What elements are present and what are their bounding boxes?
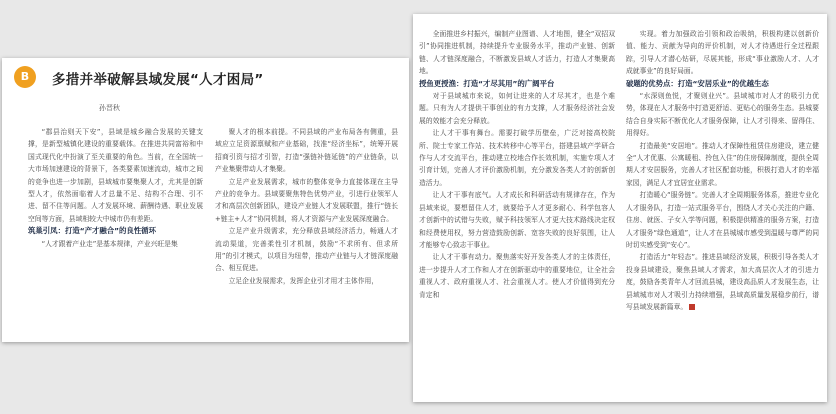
left-column-2 [215, 126, 398, 287]
author-name: 孙晋秋 [99, 104, 120, 112]
paragraph: 让人才干事有动力。聚焦落实好开发各类人才的主体责任，进一步提升人才工作和人才在创新驱动中的重要地位，让全社会重视人才、政府重视人才、社会重视人才。使人才价值得到充分肯定和 [419, 253, 615, 299]
section-badge: B [14, 66, 36, 88]
article-title: 多措并举破解县域发展“人才困局” [52, 72, 264, 88]
paragraph: 实现。着力加强政治引领和政治吸纳，积极构建以创新价值、能力、贡献为导向的评价机制，对人才待遇进行全过程跟踪，引导人才潜心钻研，尽展其能，形成“事业激励人才、人才成就事业”的良好局面。 [626, 30, 819, 76]
paragraph: “人才跟着产业走”是基本规律，产业兴旺是集 [41, 239, 178, 248]
section-heading: 筑巢引凤：打造“产才融合”的良性循环 [28, 226, 156, 236]
paragraph: 立足产业升级需求，充分释放县域经济活力，畅通人才流动渠道，完善柔性引才机制，鼓励“不求所有、但求所用”的引才模式，以项目为纽带，推动产业链与人才链深度融合、相互促进。 [215, 227, 398, 273]
article-end-mark [689, 304, 695, 310]
paragraph: 全面推进乡村振兴，编制产业图谱、人才地图，健全“双招双引”协同推进机制，持续提升专业服务水平，推动产业链、创新链、人才链深度融合，不断激发县域人才活力，打造人才集聚高地。 [419, 30, 615, 76]
right-column-2 [626, 28, 819, 313]
paragraph: 对于县域城市来说，如何让进来的人才尽其才，也是个难题。只有为人才提供干事创业的有力支撑，人才服务经济社会发展的效能才会充分释放。 [419, 92, 615, 125]
right-column-1 [419, 28, 615, 301]
section-heading: 授鱼更授渔：打造“才尽其用”的广阔平台 [419, 78, 555, 88]
left-page [2, 58, 409, 342]
paragraph: 让人才干事有舞台。需要打破学历壁垒，广泛对接高校院所、院士专家工作站、技术转移中心等平台，搭建县域产学研合作与人才交流平台，推动建立校地合作长效机制，实施专项人才引育计划，完善人才评价激励机制，充分激发各类人才的创新创造活力。 [419, 129, 615, 187]
paragraph: 立足产业发展需求，城市的整体竞争力直接体现在主导产业的竞争力。县域要聚焦特色优势产业，引进行业领军人才和高层次创新团队，建设产业链人才发展联盟，推行“链长+链主+人才”协同机制，将人才资源与产业发展深度融合。 [215, 177, 398, 223]
right-page [413, 14, 827, 402]
paragraph: “郡县治则天下安”，县域是城乡融合发展的关键支撑，是新型城镇化建设的重要载体。在推进共同富裕和中国式现代化中扮演了至关重要的角色。当前，在全国统一大市场加速建设的背景下，各类要素加速流动，城市之间的竞争也进一步加剧，县域城市要集聚人才，尤其是创新型人才，依然面临着人才总量不足、结构不合理、引不进、留不住等问题。人才发展环境、薪酬待遇、职业发展空间等方面，县域相较大中城市仍有差距。 [28, 128, 203, 223]
paragraph: 聚人才的根本前提。不同县域的产业布局各有侧重，县域应立足资源禀赋和产业基础，找准“经济坐标”，统筹开展招商引资与招才引智，打造“强链补链延链”的产业链条，以产业集聚带动人才集聚。 [215, 128, 398, 174]
paragraph: “水深则鱼悦，才聚则业兴”。县域城市对人才的吸引力优势，体现在人才服务中打造更舒适、更贴心的服务生态。县城要结合自身实际不断优化人才服务保障，让人才引得来、留得住、用得好。 [626, 92, 819, 138]
paragraph: 让人才干事有底气。人才成长和科研活动有规律存在，作为县域来说，要想留住人才，就要给予人才更多耐心、科学包容人才创新中的试错与失败，赋予科技领军人才更大技术路线决定权和经费使用权，努力营造鼓励创新、宽容失败的良好氛围，让人才能够专心致志干事业。 [419, 191, 615, 249]
left-column-1 [28, 126, 203, 250]
paragraph: 打造活力“年轻态”。推进县域经济发展，积极引导各类人才投身县域建设，聚焦县域人才需求，加大高层次人才的引进力度，鼓励各类青年人才回流县城，建设高品质人才发展生态，让县域城市对人才吸引力持续增强，县域高质量发展稳步前行，谱写县域发展新篇章。 [626, 253, 819, 311]
section-heading: 破题的优势点：打造“安居乐业”的优越生态 [626, 78, 769, 88]
paragraph: 打造暖心“服务链”。完善人才全周期服务体系，推进专业化人才服务队，打造一站式服务平台，围绕人才关心关注的户籍、住房、就医、子女入学等问题，积极提供精准的服务方案，打造人才服务“绿色通道”，让人才在县城城市感受到温暖与尊严的同时切实感受到“安心”。 [626, 191, 819, 249]
paragraph: 打造最美“安居地”。推动人才保障性租赁住房建设，建立健全“人才优惠、公寓暖租、拎包入住”的住房保障制度，提供全周期人才安居服务，完善人才社区配套功能，积极打造人才的幸福家园，满足人才宜居宜业需求。 [626, 141, 819, 187]
paragraph: 立足企业发展需求，发挥企业引才用才主体作用， [228, 276, 379, 285]
